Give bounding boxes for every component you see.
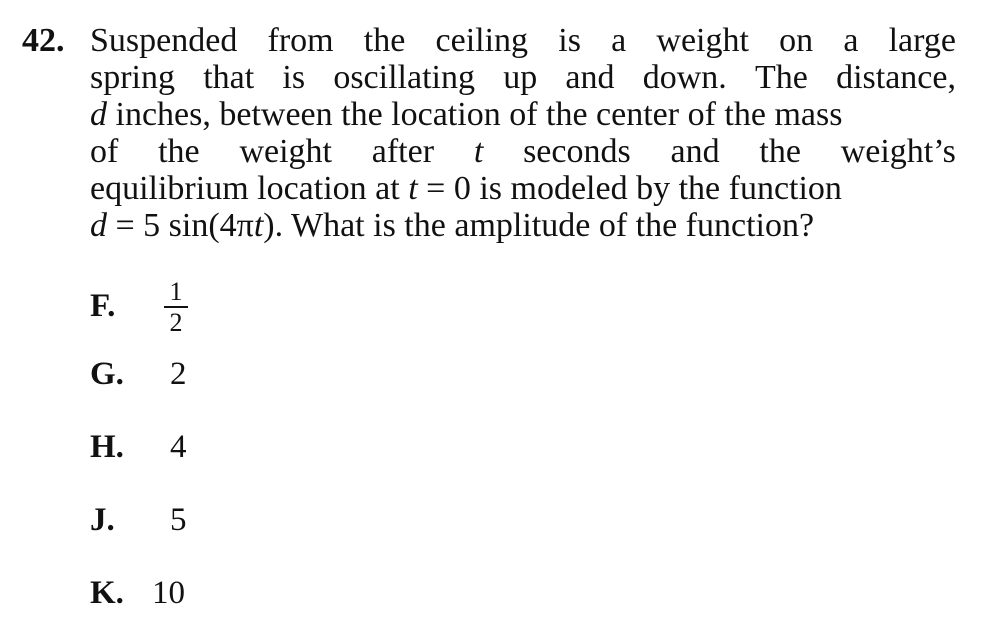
word: seconds [523,133,631,170]
choice-letter: H. [90,429,124,465]
question-line-3 [90,96,956,133]
word: that [203,59,255,96]
word: large [888,22,956,59]
choice-letter: K. [90,575,124,611]
question-line-6 [90,207,956,244]
question-line-2 [90,59,956,96]
fraction-numerator: 1 [169,277,183,306]
word: spring [90,59,175,96]
text: = 0 is modeled by the function [417,170,842,207]
choice-letter: G. [90,356,124,392]
word: oscillating [333,59,475,96]
question-line-4 [90,133,956,170]
word: the [759,133,801,170]
question-text [90,22,956,244]
word: ceiling [435,22,529,59]
text: inches, between the location of the center of the mass [107,96,843,133]
variable-t: t [253,207,264,244]
word: a [843,22,859,59]
variable-d: d [90,207,107,244]
text: equilibrium location at [90,170,409,207]
choice-letter: J. [90,502,115,538]
word: is [558,22,581,59]
word: and [670,133,720,170]
choice-value: 2 [170,356,187,392]
word: weight [656,22,749,59]
word: up [503,59,538,96]
question-number: 42. [22,22,65,59]
word: the [158,133,200,170]
word: Suspended [90,22,238,59]
fraction [164,278,188,336]
choice-letter: F. [90,288,116,324]
word: a [611,22,627,59]
word: of [90,133,119,170]
choice-value: 10 [152,575,185,611]
choice-value: 4 [170,429,187,465]
text: ). What is the amplitude of the function? [263,207,815,244]
fraction-denominator: 2 [169,307,183,337]
word: The [755,59,808,96]
word: weight [239,133,332,170]
word: the [363,22,406,59]
variable-d: d [90,96,107,133]
question-line-5 [90,170,956,207]
word: distance, [836,59,956,96]
text: = 5 sin(4π [107,207,254,244]
word: and [565,59,615,96]
word: from [267,22,334,59]
variable-t: t [473,133,484,170]
choice-value: 5 [170,502,187,538]
word: weight’s [840,133,956,170]
variable-t: t [408,170,418,207]
question-line-1 [90,22,956,59]
word: down. [642,59,727,96]
word: is [282,59,306,96]
word: after [371,133,435,170]
word: on [779,22,814,59]
